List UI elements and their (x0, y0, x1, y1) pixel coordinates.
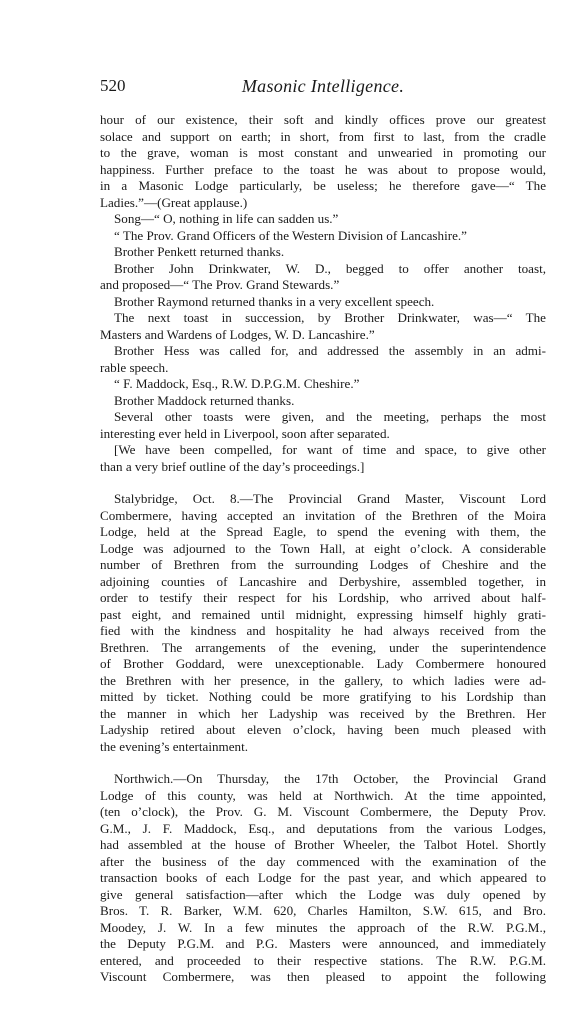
text-line: in a Masonic Lodge particularly, be useless; he therefore gave—“ The (100, 178, 546, 193)
text-line: Combermere, having accepted an invitation of the Brethren of the Moira (100, 507, 546, 523)
text-line: Moodey, J. W. In a few minutes the approach of the R.W. P.G.M., (100, 919, 546, 935)
page-body (100, 112, 546, 986)
text-line: “ The Prov. Grand Officers of the Western Division of Lancashire.” (114, 227, 467, 243)
text-line: [We have been compelled, for want of time and space, to give other (114, 442, 546, 457)
paragraph-gap (100, 475, 546, 491)
text-line: give general satisfaction—after which the Lodge was duly opened by (100, 886, 546, 902)
text-line: G.M., J. F. Maddock, Esq., and deputations from the various Lodges, (100, 820, 546, 836)
text-line: Northwich.—On Thursday, the 17th October, the Provincial Grand (114, 771, 546, 786)
text-line: Brethren. The arrangements of the evening, under the superintendence (100, 639, 546, 655)
text-line: to the grave, woman is most constant and unwearied in promoting our (100, 145, 546, 160)
text-line: Brother John Drinkwater, W. D., begged to offer another toast, (114, 260, 546, 276)
text-line: fied with the kindness and hospitality he had always received from the (100, 623, 546, 638)
text-line: order to testify their respect for his Lordship, who arrived about half- (100, 590, 546, 605)
text-line: after the business of the day commenced with the examination of the (100, 853, 546, 869)
text-line: entered, and proceeded to their respective stations. The R.W. P.G.M. (100, 952, 546, 968)
text-line: of Brother Goddard, were unexceptionable. Lady Combermere honoured (100, 656, 546, 671)
text-line: the manner in which her Ladyship was received by the Brethren. Her (100, 705, 546, 721)
text-line: The next toast in succession, by Brother Drinkwater, was—“ The (114, 310, 546, 325)
running-title: Masonic Intelligence. (241, 76, 405, 96)
text-line: Several other toasts were given, and the meeting, perhaps the most (114, 409, 546, 424)
text-line: adjoining counties of Lancashire and Derbyshire, assembled together, in (100, 573, 546, 589)
text-line: solace and support on earth; in short, from first to last, from the cradle (100, 128, 546, 144)
text-line: (ten o’clock), the Prov. G. M. Viscount Combermere, the Deputy Prov. (100, 804, 546, 819)
text-line: Brother Maddock returned thanks. (114, 392, 295, 408)
text-line: hour of our existence, their soft and kindly offices prove our greatest (100, 112, 546, 127)
text-line: Brother Raymond returned thanks in a very excellent speech. (114, 293, 435, 309)
text-line: “ F. Maddock, Esq., R.W. D.P.G.M. Cheshire.” (114, 376, 360, 391)
text-line: Stalybridge, Oct. 8.—The Provincial Grand Master, Viscount Lord (114, 491, 546, 506)
text-line: Song—“ O, nothing in life can sadden us.” (114, 211, 339, 226)
text-line: the evening’s entertainment. (100, 738, 248, 754)
text-line: Lodge, held at the Spread Eagle, to spend the evening with them, the (100, 524, 546, 539)
text-line: Masters and Wardens of Lodges, W. D. Lancashire.” (100, 326, 375, 342)
paragraph-gap (100, 755, 546, 771)
text-line: Ladyship retired about eleven o’clock, having been much pleased with (100, 722, 546, 737)
text-line: happiness. Further preface to the toast he was about to propose would, (100, 161, 546, 177)
text-line: and proposed—“ The Prov. Grand Stewards.” (100, 277, 340, 292)
page-number: 520 (100, 76, 126, 95)
text-line: rable speech. (100, 359, 169, 375)
text-line: Lodge of this county, was held at Northwich. At the time appointed, (100, 787, 546, 803)
text-line: Viscount Combermere, was then pleased to appoint the following (100, 969, 546, 984)
text-line: past eight, and remained until midnight, expressing himself highly grati- (100, 606, 546, 622)
text-line: transaction books of each Lodge for the past year, and which appeared to (100, 870, 546, 885)
page-header (100, 76, 546, 102)
text-line: Brother Hess was called for, and addressed the assembly in an admi- (114, 343, 546, 358)
text-line: number of Brethren from the surrounding Lodges of Cheshire and the (100, 557, 546, 572)
text-line: Brother Penkett returned thanks. (114, 244, 285, 259)
text-line: mitted by ticket. Nothing could be more gratifying to his Lordship than (100, 689, 546, 704)
text-line: Bros. T. R. Barker, W.M. 620, Charles Hamilton, S.W. 615, and Bro. (100, 903, 546, 918)
text-line: the Deputy P.G.M. and P.G. Masters were announced, and immediately (100, 936, 546, 951)
text-line: Ladies.”—(Great applause.) (100, 194, 248, 210)
text-line: had assembled at the house of Brother Wheeler, the Talbot Hotel. Shortly (100, 837, 546, 852)
text-line: than a very brief outline of the day’s proceedings.] (100, 458, 365, 474)
text-line: the Brethren with her presence, in the gallery, to which ladies were ad- (100, 672, 546, 688)
text-line: Lodge was adjourned to the Town Hall, at eight o’clock. A considerable (100, 540, 546, 556)
text-line: interesting ever held in Liverpool, soon after separated. (100, 425, 390, 441)
